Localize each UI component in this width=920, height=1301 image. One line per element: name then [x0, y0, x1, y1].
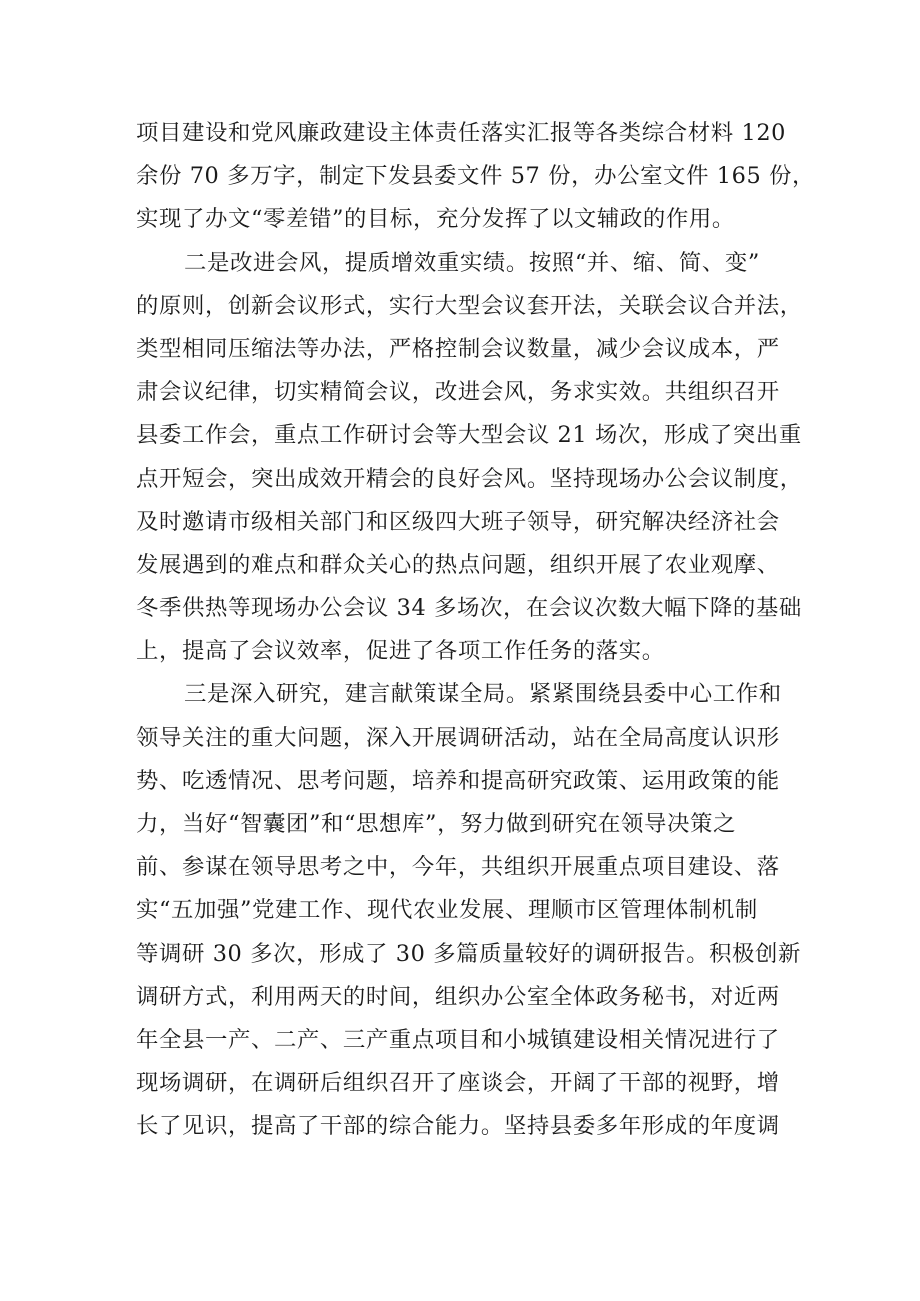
text-line: 及时邀请市级相关部门和区级四大班子领导，研究解决经济社会 [136, 508, 780, 535]
text-line: 肃会议纪律，切实精简会议，改进会风，务求实效。共组织召开 [136, 379, 780, 406]
paragraph-2 [136, 242, 803, 674]
text-line: 势、吃透情况、思考问题，培养和提高研究政策、运用政策的能 [136, 767, 780, 794]
text-line: 力，当好“智囊团”和“思想库”，努力做到研究在领导决策之 [136, 811, 736, 837]
text-line: 县委工作会，重点工作研讨会等大型会议 21 场次，形成了突出重 [136, 422, 802, 449]
text-line: 等调研 30 多次，形成了 30 多篇质量较好的调研报告。积极创新 [136, 940, 802, 967]
text-line: 实“五加强”党建工作、现代农业发展、理顺市区管理体制机制 [136, 897, 758, 924]
text-line: 发展遇到的难点和群众关心的热点问题，组织开展了农业观摩、 [136, 551, 780, 578]
text-line: 年全县一产、二产、三产重点项目和小城镇建设相关情况进行了 [136, 1026, 780, 1053]
text-line: 的原则，创新会议形式，实行大型会议套开法，关联会议合并法， [136, 292, 803, 319]
text-line: 现场调研，在调研后组织召开了座谈会，开阔了干部的视野，增 [136, 1070, 780, 1097]
text-line: 点开短会，突出成效开精会的良好会风。坚持现场办公会议制度， [136, 465, 803, 492]
paragraph-1 [136, 112, 816, 242]
paragraph-3 [136, 673, 802, 1148]
text-line: 余份 70 多万字，制定下发县委文件 57 份，办公室文件 165 份， [136, 163, 816, 190]
text-line: 实现了办文“零差错”的目标，充分发挥了以文辅政的作用。 [136, 206, 735, 233]
text-line: 调研方式，利用两天的时间，组织办公室全体政务秘书，对近两 [136, 983, 780, 1010]
text-line: 三是深入研究，建言献策谋全局。紧紧围绕县委中心工作和 [184, 681, 782, 708]
text-line: 长了见识，提高了干部的综合能力。坚持县委多年形成的年度调 [136, 1113, 780, 1140]
text-line: 二是改进会风，提质增效重实绩。按照“并、缩、简、变” [184, 249, 760, 276]
text-line: 上，提高了会议效率，促进了各项工作任务的落实。 [136, 638, 665, 665]
text-line: 类型相同压缩法等办法，严格控制会议数量，减少会议成本，严 [136, 335, 780, 362]
text-line: 冬季供热等现场办公会议 34 多场次，在会议次数大幅下降的基础 [136, 595, 802, 622]
body-text [136, 112, 816, 1149]
text-line: 前、参谋在领导思考之中，今年，共组织开展重点项目建设、落 [136, 854, 780, 881]
text-line: 项目建设和党风廉政建设主体责任落实汇报等各类综合材料 120 [136, 120, 787, 146]
text-line: 领导关注的重大问题，深入开展调研活动，站在全局高度认识形 [136, 724, 780, 751]
